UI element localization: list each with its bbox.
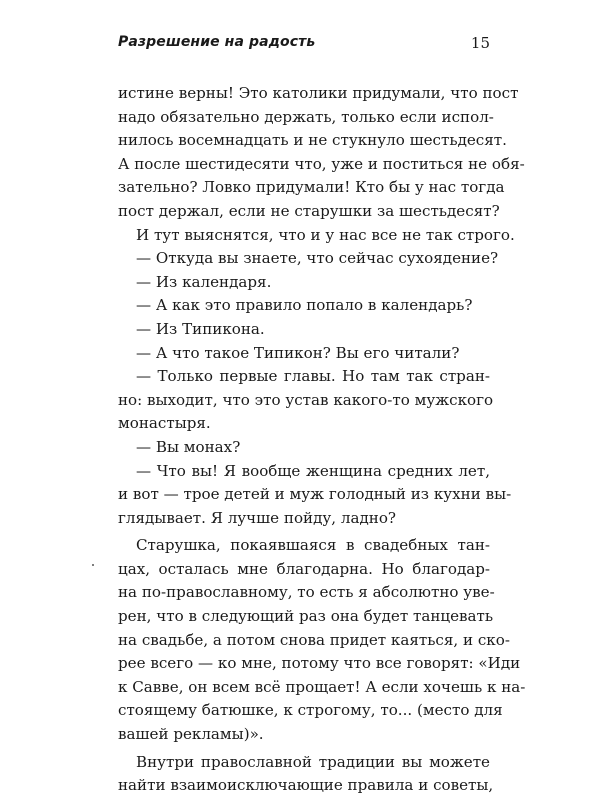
text-line: надо обязательно держать, только если испол- bbox=[118, 107, 494, 126]
page-number: 15 bbox=[470, 34, 490, 52]
running-header bbox=[118, 34, 490, 54]
dialogue-line: — А как это правило попало в календарь? bbox=[136, 296, 473, 315]
text-line: Старушка, покаявшаяся в свадебных тан- bbox=[136, 536, 490, 555]
text-line: И тут выяснятся, что и у нас все не так строго. bbox=[136, 225, 515, 244]
text-line: истине верны! Это католики придумали, что пост bbox=[118, 84, 519, 102]
text-line: стоящему батюшке, к строгому, то... (место для bbox=[118, 701, 503, 720]
text-line: рен, что в следующий раз она будет танцевать bbox=[118, 607, 494, 626]
header-title: Разрешение на радость bbox=[118, 34, 316, 50]
text-line: нилось восемнадцать и не стукнуло шестьдесят. bbox=[118, 131, 507, 150]
text-line: цах, осталась мне благодарна. Но благодар- bbox=[118, 559, 490, 578]
text-line: к Савве, он всем всё прощает! А если хочешь к на- bbox=[118, 677, 526, 696]
dialogue-line: — Откуда вы знаете, что сейчас сухоядение? bbox=[136, 249, 499, 268]
dialogue-line: — Из календаря. bbox=[136, 272, 272, 291]
text-line: вашей рекламы)». bbox=[118, 725, 264, 744]
text-line: пост держал, если не старушки за шестьдесят? bbox=[118, 201, 500, 220]
text-line: А после шестидесяти что, уже и поститься не обя- bbox=[118, 154, 525, 173]
text-line: на по-православному, то есть я абсолютно уве- bbox=[118, 583, 495, 602]
scan-speck bbox=[92, 564, 94, 566]
text-line: но: выходит, что это устав какого-то мужского bbox=[118, 390, 494, 409]
text-line: Внутри православной традиции вы можете bbox=[136, 752, 490, 771]
body-text bbox=[118, 82, 526, 798]
text-line: глядывает. Я лучше пойду, ладно? bbox=[118, 508, 396, 527]
text-line: на свадьбе, а потом снова придет каяться, и ско- bbox=[118, 630, 510, 649]
text-line: найти взаимоисключающие правила и советы, bbox=[118, 776, 494, 795]
dialogue-line: — Только первые главы. Но там так стран- bbox=[136, 367, 490, 386]
text-line: и вот — трое детей и муж голодный из кухни вы- bbox=[118, 485, 512, 504]
dialogue-line: — Что вы! Я вообще женщина средних лет, bbox=[136, 461, 490, 480]
dialogue-line: — Из Типикона. bbox=[136, 319, 265, 338]
text-line: рее всего — ко мне, потому что все говорят: «Иди bbox=[118, 654, 521, 673]
text-line: монастыря. bbox=[118, 414, 211, 433]
dialogue-line: — Вы монах? bbox=[136, 437, 241, 456]
text-line: зательно? Ловко придумали! Кто бы у нас тогда bbox=[118, 178, 505, 197]
dialogue-line: — А что такое Типикон? Вы его читали? bbox=[136, 343, 460, 362]
